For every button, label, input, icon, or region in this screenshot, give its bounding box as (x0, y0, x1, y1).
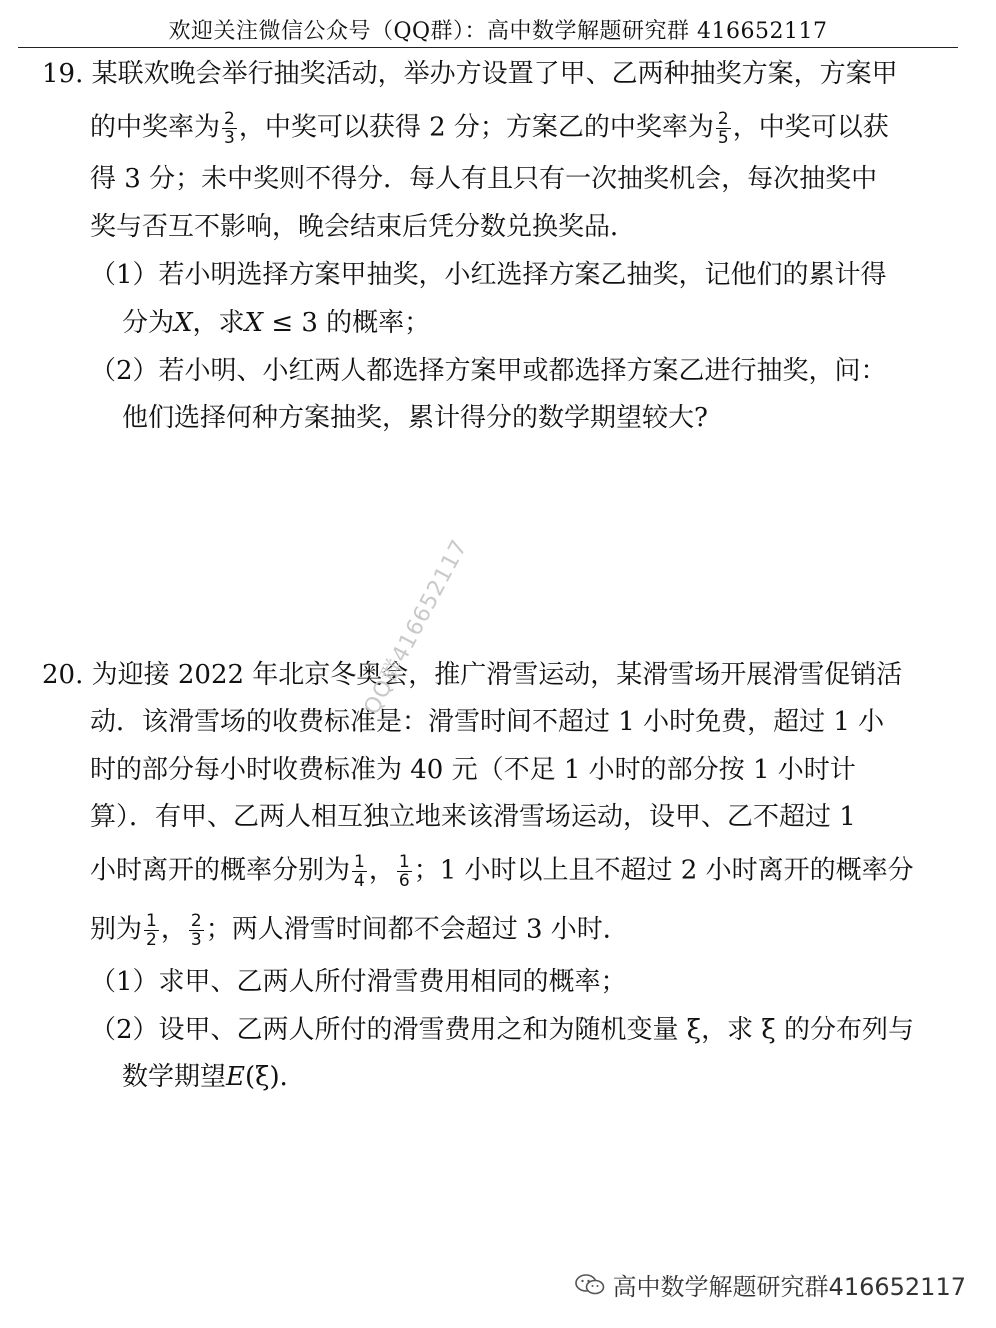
q19-line-4: 奖与否互不影响，晚会结束后凭分数兑换奖品． (90, 212, 637, 242)
q19-part-2-line-2: 他们选择何种方案抽奖，累计得分的数学期望较大? (122, 403, 708, 433)
q20-line-2: 动．该滑雪场的收费标准是：滑雪时间不超过 1 小时免费，超过 1 小 (90, 707, 885, 737)
q19-part-2-line-1: （2）若小明、小红两人都选择方案甲或都选择方案乙进行抽奖，问： (90, 356, 887, 386)
footer-brand (575, 1267, 966, 1302)
fraction-2-5: $\frac{2}{5}$ (717, 109, 729, 148)
q19-line-1: 19. 某联欢晚会举行抽奖活动，举办方设置了甲、乙两种抽奖方案，方案甲 (42, 59, 898, 89)
q20-part-2-line-1: （2）设甲、乙两人所付的滑雪费用之和为随机变量 ξ，求 ξ 的分布列与 (90, 1015, 914, 1045)
q19-line-2a: 的中奖率为 (90, 112, 221, 143)
fraction-1-6: $\frac{1}{6}$ (398, 852, 410, 891)
q20-line-1: 20. 为迎接 2022 年北京冬奥会，推广滑雪运动，某滑雪场开展滑雪促销活 (42, 660, 903, 690)
var-x: X (174, 308, 193, 338)
q19-line-3: 得 3 分；未中奖则不得分．每人有且只有一次抽奖机会，每次抽奖中 (90, 164, 878, 194)
q20-part-1: （1）求甲、乙两人所付滑雪费用相同的概率； (90, 967, 627, 997)
header-divider (18, 47, 958, 48)
var-e: E (226, 1062, 245, 1092)
wechat-icon (575, 1273, 605, 1297)
q20-line-3: 时的部分每小时收费标准为 40 元（不足 1 小时的部分按 1 小时计 (90, 755, 856, 785)
q19-line-2 (90, 110, 889, 147)
watermark: QQ群416652117 (359, 535, 473, 720)
fraction-1-2: $\frac{1}{2}$ (146, 911, 157, 950)
q19-part-1-line-2: 分为X，求X ≤ 3 的概率； (122, 308, 431, 338)
var-x: X (244, 308, 264, 338)
page-header: 欢迎关注微信公众号（QQ群）：高中数学解题研究群 416652117 (168, 19, 828, 44)
q19-part-1-line-1: （1）若小明选择方案甲抽奖，小红选择方案乙抽奖，记他们的累计得 (90, 260, 887, 290)
q20-part-2-line-2: 数学期望E(ξ)． (122, 1062, 306, 1092)
fraction-2-3: $\frac{2}{3}$ (190, 911, 202, 950)
fraction-2-3: $\frac{2}{3}$ (224, 109, 235, 148)
q19-line-2c: ，中奖可以获 (732, 112, 889, 143)
q20-line-5: 小时离开的概率分别为 $\frac{1}{4}$ ， $\frac{1}{6}$ ；1 小时以上且不超过 2 小时离开的概率分 (90, 852, 914, 891)
q19-line-2b: ，中奖可以获得 2 分；方案乙的中奖率为 (238, 112, 714, 143)
q20-line-4: 算）．有甲、乙两人相互独立地来该滑雪场运动，设甲、乙不超过 1 (90, 802, 856, 832)
footer-text: 高中数学解题研究群416652117 (612, 1273, 966, 1301)
fraction-1-4: $\frac{1}{4}$ (354, 852, 365, 891)
q20-line-6: 别为 $\frac{1}{2}$ ， $\frac{2}{3}$ ；两人滑雪时间都不会超过 3 小时． (90, 911, 629, 950)
